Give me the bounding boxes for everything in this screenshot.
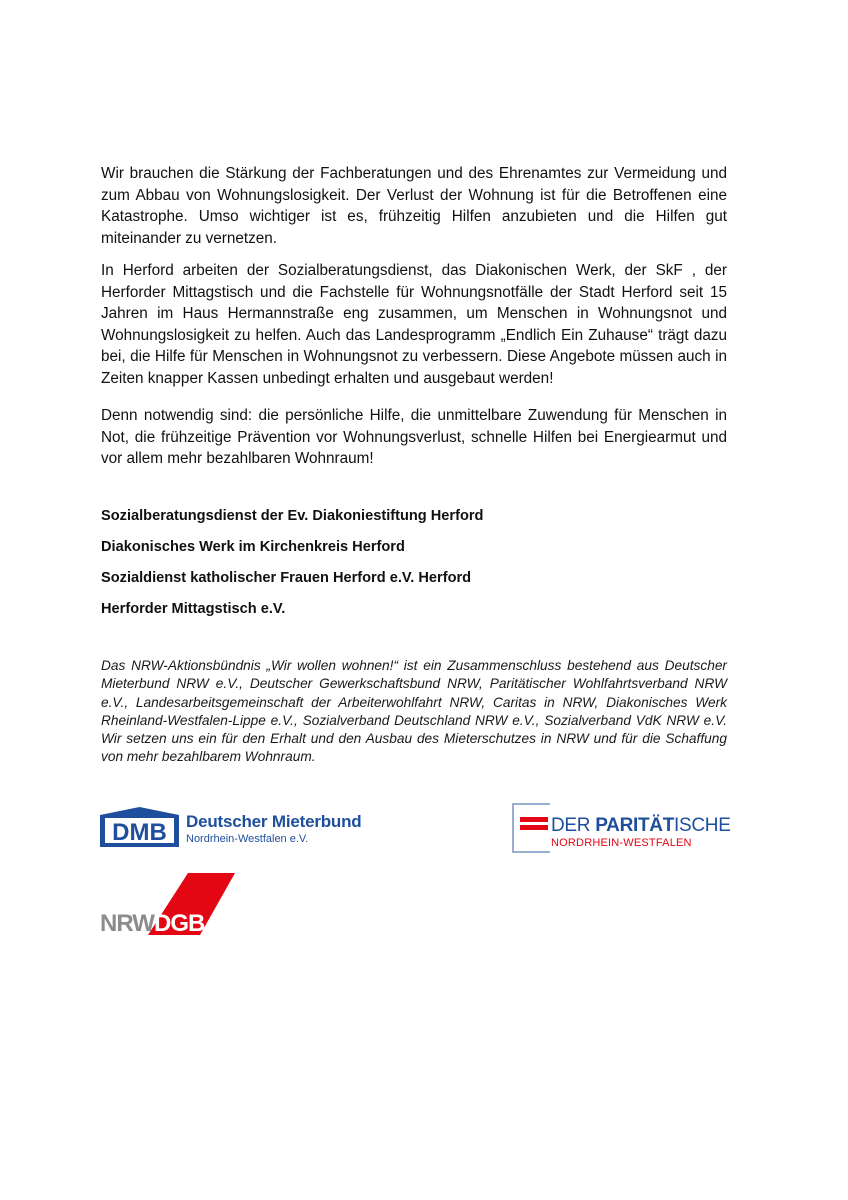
paragraph-demands: Denn notwendig sind: die persönliche Hilfe, die unmittelbare Zuwendung für Menschen in Not, die frühzeitige Prävention vor Wohnungsverlust, schnelle Hilfen bei Energiearmut und vor allem mehr bezahlbaren Wohnraum! bbox=[101, 407, 727, 468]
signatory-mittagstisch: Herforder Mittagstisch e.V. bbox=[101, 601, 286, 617]
dmb-logo bbox=[100, 807, 370, 853]
paragraph-herford-cooperation: In Herford arbeiten der Sozialberatungsdienst, das Diakonischen Werk, der SkF , der Herforder Mittagstisch und die Fachstelle für Wohnungsnotfälle der Stadt Herford seit 15 Jahren im Haus Hermannstraße eng zusammen, um Menschen in Wohnungsnot und Wohnungslosigkeit zu helfen. Auch das Landesprogramm „Endlich Ein Zuhause“ trägt dazu bei, die Hilfe für Menschen in Wohnungsnot zu verbessern. Diese Angebote müssen auch in Zeiten knapper Kassen unbedingt erhalten und ausgebaut werden! bbox=[101, 262, 727, 387]
paritaetische-title: DER PARITÄTISCHE bbox=[551, 815, 731, 836]
paritaetische-subtitle: NORDRHEIN-WESTFALEN bbox=[551, 837, 692, 849]
dmb-subtitle: Nordrhein-Westfalen e.V. bbox=[186, 833, 309, 845]
signatory-skf: Sozialdienst katholischer Frauen Herford e.V. Herford bbox=[101, 570, 472, 586]
paragraph-prevention: Wir brauchen die Stärkung der Fachberatungen und des Ehrenamtes zur Vermeidung und zum Abbau von Wohnungslosigkeit. Der Verlust der Wohnung ist für die Betroffenen eine Katastrophe. Umso wichtiger ist es, frühzeitig Hilfen anzubieten und die Hilfen gut miteinander zu vernetzen. bbox=[101, 165, 727, 247]
paritaetische-logo bbox=[512, 803, 742, 853]
alliance-footnote: Das NRW-Aktionsbündnis „Wir wollen wohnen!“ ist ein Zusammenschluss bestehend aus Deutscher Mieterbund NRW e.V., Deutscher Gewerkschaftsbund NRW, Paritätischer Wohlfahrtsverband NRW e.V., Landesarbeitsgemeinschaft der Arbeiterwohlfahrt NRW, Caritas in NRW, Diakonisches Werk Rheinland-Westfalen-Lippe e.V., Sozialverband Deutschland NRW e.V., Sozialverband VdK NRW e.V. Wir setzen uns ein für den Erhalt und den Ausbau des Mieterschutzes in NRW und für die Schaffung von mehr bezahlbarem Wohnraum. bbox=[101, 658, 727, 765]
signatory-diakonisches-werk: Diakonisches Werk im Kirchenkreis Herford bbox=[101, 539, 405, 555]
paritaetische-bar-icon bbox=[520, 817, 548, 822]
dmb-title: Deutscher Mieterbund bbox=[186, 812, 362, 831]
nrw-dgb-logo bbox=[100, 873, 235, 935]
svg-text:DMB: DMB bbox=[112, 819, 167, 846]
svg-text:DGB: DGB bbox=[154, 910, 205, 935]
dmb-house-icon bbox=[100, 807, 179, 847]
svg-text:NRW: NRW bbox=[100, 910, 154, 935]
signatory-sozialberatungsdienst: Sozialberatungsdienst der Ev. Diakoniestiftung Herford bbox=[101, 508, 484, 524]
paritaetische-bar-icon bbox=[520, 825, 548, 830]
